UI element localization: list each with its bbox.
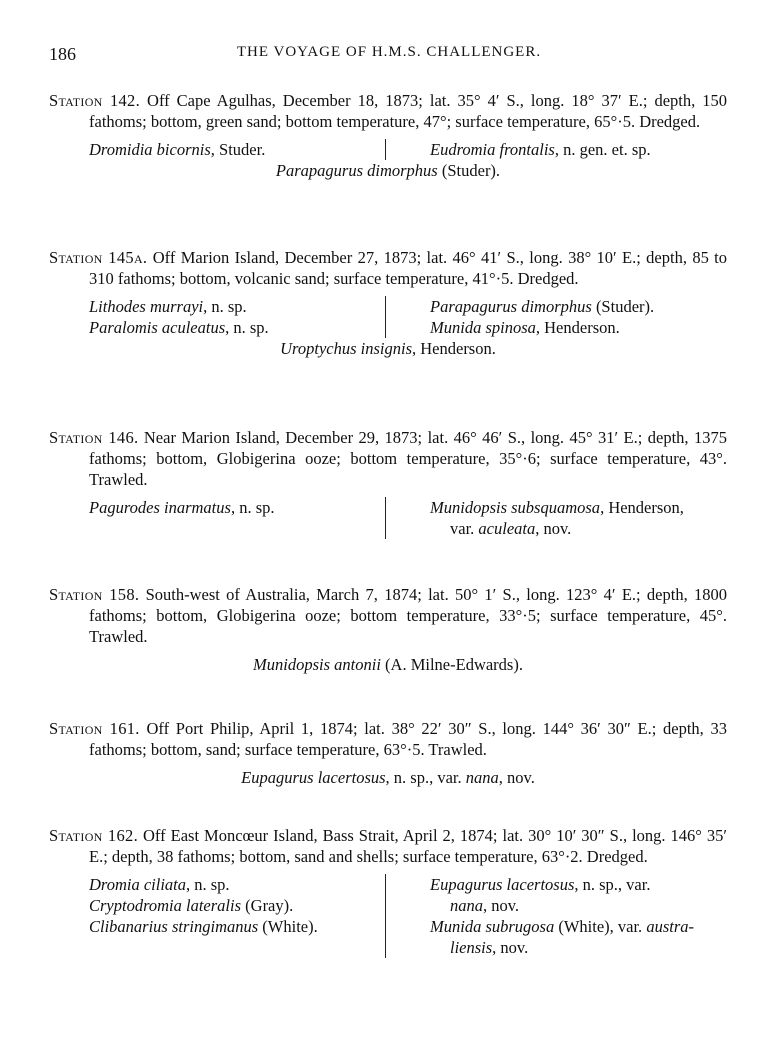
species-name: aculeata	[478, 519, 536, 538]
species-note: , nov.	[492, 938, 529, 957]
station-146	[49, 427, 727, 539]
species-name: Munida spinosa	[430, 318, 536, 337]
species-entry	[430, 139, 727, 160]
species-name: austra-	[646, 917, 694, 936]
station-142	[49, 90, 727, 181]
species-note: , n. sp., var.	[385, 768, 466, 787]
species-entry	[430, 296, 727, 317]
species-entry	[89, 296, 385, 317]
species-entry	[430, 497, 727, 518]
station-162	[49, 825, 727, 958]
species-entry	[430, 874, 727, 895]
species-column-left	[49, 139, 385, 160]
species-entry-centered	[49, 338, 727, 359]
species-column-right	[386, 139, 727, 160]
species-name: liensis	[450, 938, 493, 957]
station-text: Near Marion Island, December 29, 1873; lat. 46° 46′ S., long. 45° 31′ E.; depth, 1375 fathoms; bottom, Globigerina ooze; bottom temperature, 35°·6; surface temperature, 43°. Trawled.	[89, 428, 727, 489]
station-label: Station 158.	[49, 585, 140, 604]
species-column-right	[386, 874, 727, 958]
species-columns	[49, 497, 727, 539]
species-name: Eupagurus lacertosus	[430, 875, 575, 894]
species-entry	[89, 874, 385, 895]
station-description	[49, 825, 727, 867]
species-note: , Henderson,	[600, 498, 684, 517]
species-list	[49, 874, 727, 958]
species-entry	[89, 895, 385, 916]
species-name: Parapagurus dimorphus	[275, 161, 438, 180]
species-column-left	[49, 296, 385, 338]
species-entry	[430, 317, 727, 338]
species-note: (Studer).	[591, 297, 655, 316]
species-column-right	[386, 497, 727, 539]
station-label: Station 142.	[49, 91, 141, 110]
species-note: , n. sp.	[203, 297, 247, 316]
species-name: Uroptychus insignis	[280, 339, 412, 358]
species-note: , Studer.	[210, 140, 266, 159]
species-name: Munida subrugosa	[430, 917, 555, 936]
station-145a	[49, 247, 727, 359]
page-header	[49, 44, 729, 68]
station-description	[49, 247, 727, 289]
species-entry	[89, 916, 385, 937]
species-note: , n. sp.	[186, 875, 230, 894]
species-name: Lithodes murrayi	[89, 297, 204, 316]
species-prefix: var.	[450, 519, 479, 538]
species-note: (A. Milne-Edwards).	[380, 655, 523, 674]
species-entry	[89, 317, 385, 338]
species-list	[49, 139, 727, 181]
running-title: THE VOYAGE OF H.M.S. CHALLENGER.	[236, 44, 542, 60]
species-note: (Gray).	[241, 896, 294, 915]
species-entry	[430, 518, 727, 539]
species-name: Eudromia frontalis	[430, 140, 555, 159]
species-entry	[89, 139, 385, 160]
station-text: South-west of Australia, March 7, 1874; lat. 50° 1′ S., long. 123° 4′ E.; depth, 1800 fathoms; bottom, Globigerina ooze; bottom temperature, 33°·5; surface temperature, 45°. Trawled.	[89, 585, 728, 646]
station-label: Station 162.	[49, 826, 139, 845]
station-158	[49, 584, 727, 675]
species-name: Clibanarius stringimanus	[89, 917, 259, 936]
species-name: Dromia ciliata	[89, 875, 187, 894]
species-note: (White).	[258, 917, 318, 936]
species-column-left	[49, 497, 385, 539]
species-note: , Henderson.	[412, 339, 496, 358]
station-description	[49, 718, 727, 760]
species-name: nana	[450, 896, 483, 915]
species-name: Eupagurus lacertosus	[241, 768, 386, 787]
species-entry	[89, 497, 385, 518]
station-description	[49, 90, 727, 132]
species-note: , n. gen. et. sp.	[554, 140, 651, 159]
species-entry-centered	[49, 160, 727, 181]
species-note: , n. sp.	[225, 318, 269, 337]
species-entry	[430, 937, 727, 958]
species-name: Dromidia bicornis	[89, 140, 211, 159]
species-list	[49, 497, 727, 539]
station-description	[49, 427, 727, 490]
species-entry	[430, 916, 727, 937]
species-name: Munidopsis antonii	[253, 655, 381, 674]
station-text: Off Port Philip, April 1, 1874; lat. 38° 22′ 30″ S., long. 144° 36′ 30″ E.; depth, 33 fathoms; bottom, sand; surface temperature, 63°·5. Trawled.	[89, 719, 728, 759]
station-text: Off East Moncœur Island, Bass Strait, April 2, 1874; lat. 30° 10′ 30″ S., long. 146° 35′ E.; depth, 38 fathoms; bottom, sand and shells; surface temperature, 63°·2. Dredged.	[89, 826, 727, 866]
species-list	[49, 296, 727, 359]
species-list	[49, 767, 727, 788]
species-note: (White), var.	[554, 917, 647, 936]
species-column-right	[386, 296, 727, 338]
species-columns	[49, 139, 727, 160]
species-name: nana	[465, 768, 499, 787]
station-label: Station 146.	[49, 428, 139, 447]
station-label: Station 161.	[49, 719, 140, 738]
species-column-left	[49, 874, 385, 958]
species-columns	[49, 296, 727, 338]
species-name: Munidopsis subsquamosa	[430, 498, 601, 517]
species-note: , n. sp., var.	[574, 875, 651, 894]
species-note: , nov.	[498, 768, 535, 787]
species-name: Cryptodromia lateralis	[89, 896, 242, 915]
station-label: Station 145a.	[49, 248, 148, 267]
species-name: Parapagurus dimorphus	[430, 297, 592, 316]
species-columns	[49, 874, 727, 958]
station-161	[49, 718, 727, 788]
species-entry	[430, 895, 727, 916]
station-description	[49, 584, 727, 647]
species-note: , nov.	[535, 519, 572, 538]
species-note: , n. sp.	[230, 498, 275, 517]
species-list	[49, 654, 727, 675]
station-text: Off Cape Agulhas, December 18, 1873; lat. 35° 4′ S., long. 18° 37′ E.; depth, 150 fathoms; bottom, green sand; bottom temperature, 47°; surface temperature, 65°·5. Dredged.	[89, 91, 727, 131]
species-note: , nov.	[483, 896, 520, 915]
species-entry-centered	[49, 654, 727, 675]
station-text: Off Marion Island, December 27, 1873; lat. 46° 41′ S., long. 38° 10′ E.; depth, 85 to 310 fathoms; bottom, volcanic sand; surface temperature, 41°·5. Dredged.	[89, 248, 728, 288]
page-number: 186	[49, 44, 76, 64]
species-entry-centered	[49, 767, 727, 788]
species-note: (Studer).	[437, 161, 501, 180]
species-name: Pagurodes inarmatus	[89, 498, 231, 517]
species-name: Paralomis aculeatus	[89, 318, 226, 337]
species-note: , Henderson.	[535, 318, 620, 337]
